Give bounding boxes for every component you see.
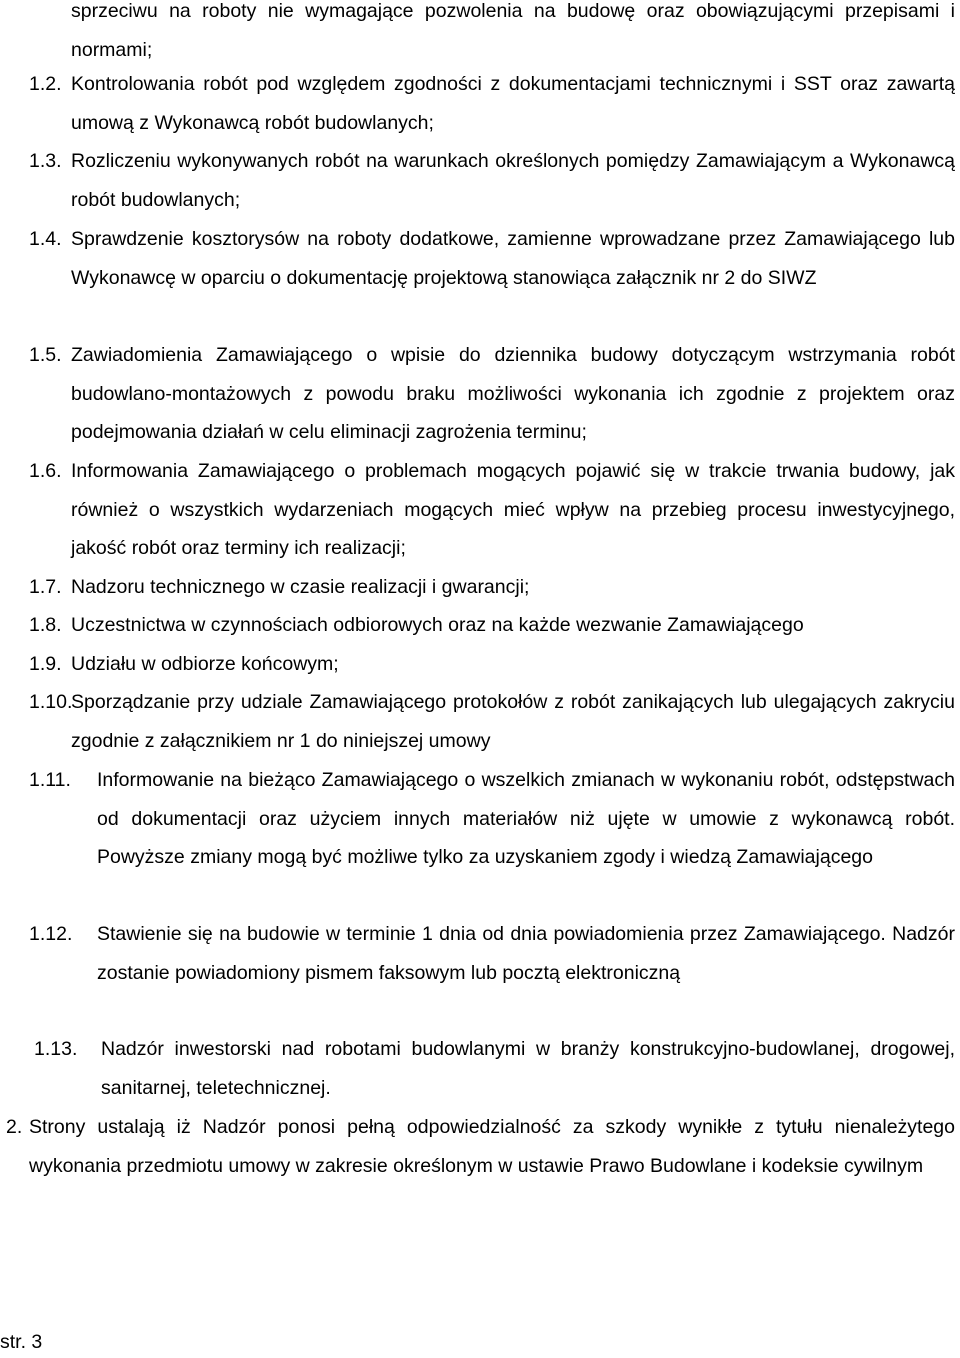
- item-text: Nadzoru technicznego w czasie realizacji i gwarancji;: [71, 576, 530, 598]
- item-number: 1.13.: [34, 1038, 78, 1060]
- item-text: Zawiadomienia Zamawiającego o wpisie do dziennika budowy dotyczącym wstrzymania robót budowlano-montażowych z powodu braku możliwości wykonania ich zgodnie z projektem oraz podejmowania działań w celu eliminacji zagrożenia terminu;: [71, 344, 955, 443]
- list-item-1-2: [29, 65, 955, 142]
- item-text: Stawienie się na budowie w terminie 1 dnia od dnia powiadomienia przez Zamawiającego. Nadzór zostanie powiadomiony pismem faksowym lub pocztą elektroniczną: [97, 923, 955, 984]
- list-item-1-12: [29, 915, 955, 992]
- item-number: 1.5.: [29, 344, 62, 366]
- list-item-1-13: [34, 1030, 955, 1107]
- list-item-2: [6, 1108, 955, 1185]
- item-number: 1.7.: [29, 576, 62, 598]
- item-text: Uczestnictwa w czynnościach odbiorowych oraz na każde wezwanie Zamawiającego: [71, 614, 804, 636]
- list-item-1-4: [29, 220, 955, 297]
- item-number: 2.: [6, 1116, 23, 1138]
- item-text: Nadzór inwestorski nad robotami budowlanymi w branży konstrukcyjno-budowlanej, drogowej, sanitarnej, teletechnicznej.: [101, 1038, 955, 1099]
- item-text: Sprawdzenie kosztorysów na roboty dodatkowe, zamienne wprowadzane przez Zamawiającego lub Wykonawcę w oparciu o dokumentację projektową stanowiąca załącznik nr 2 do SIWZ: [71, 228, 955, 289]
- item-text: Strony ustalają iż Nadzór ponosi pełną odpowiedzialność za szkody wynikłe z tytułu nienależytego wykonania przedmiotu umowy w zakresie określonym w ustawie Prawo Budowlane i kodeksie cywilnym: [29, 1116, 955, 1177]
- list-item-1-10: [29, 683, 955, 760]
- item-text: Informowanie na bieżąco Zamawiającego o wszelkich zmianach w wykonaniu robót, odstępstwach od dokumentacji oraz użyciem innych materiałów niż ujęte w umowie z wykonawcą robót. Powyższe zmiany mogą być możliwe tylko za uzyskaniem zgody i wiedzą Zamawiającego: [97, 769, 955, 868]
- list-item-1-11: [29, 761, 955, 877]
- item-number: 1.10.: [29, 691, 73, 713]
- list-item-1-9: [29, 645, 955, 684]
- list-item-1-6: [29, 452, 955, 568]
- item-text: Sporządzanie przy udziale Zamawiającego protokołów z robót zanikających lub ulegających zakryciu zgodnie z załącznikiem nr 1 do niniejszej umowy: [71, 691, 955, 752]
- item-text: Kontrolowania robót pod względem zgodności z dokumentacjami technicznymi i SST oraz zawartą umową z Wykonawcą robót budowlanych;: [71, 73, 955, 134]
- item-number: 1.6.: [29, 460, 62, 482]
- item-number: 1.9.: [29, 653, 62, 675]
- item-number: 1.12.: [29, 923, 73, 945]
- list-item-1-5: [29, 336, 955, 452]
- item-text: Rozliczeniu wykonywanych robót na warunkach określonych pomiędzy Zamawiającym a Wykonawcą robót budowlanych;: [71, 150, 955, 211]
- continuation-paragraph: sprzeciwu na roboty nie wymagające pozwolenia na budowę oraz obowiązującymi przepisami i normami;: [71, 0, 955, 61]
- list-item-1-3: [29, 142, 955, 219]
- item-number: 1.4.: [29, 228, 62, 250]
- item-number: 1.2.: [29, 73, 62, 95]
- item-number: 1.11.: [29, 769, 71, 791]
- list-item-1-8: [29, 606, 955, 645]
- item-number: 1.3.: [29, 150, 62, 172]
- item-text: Udziału w odbiorze końcowym;: [71, 653, 339, 675]
- page-number: str. 3: [0, 1331, 43, 1353]
- item-text: Informowania Zamawiającego o problemach mogących pojawić się w trakcie trwania budowy, jak również o wszystkich wydarzeniach mogących mieć wpływ na przebieg procesu inwestycyjnego, jakość robót oraz terminy ich realizacji;: [71, 460, 955, 559]
- item-number: 1.8.: [29, 614, 62, 636]
- list-item-1-7: [29, 568, 955, 607]
